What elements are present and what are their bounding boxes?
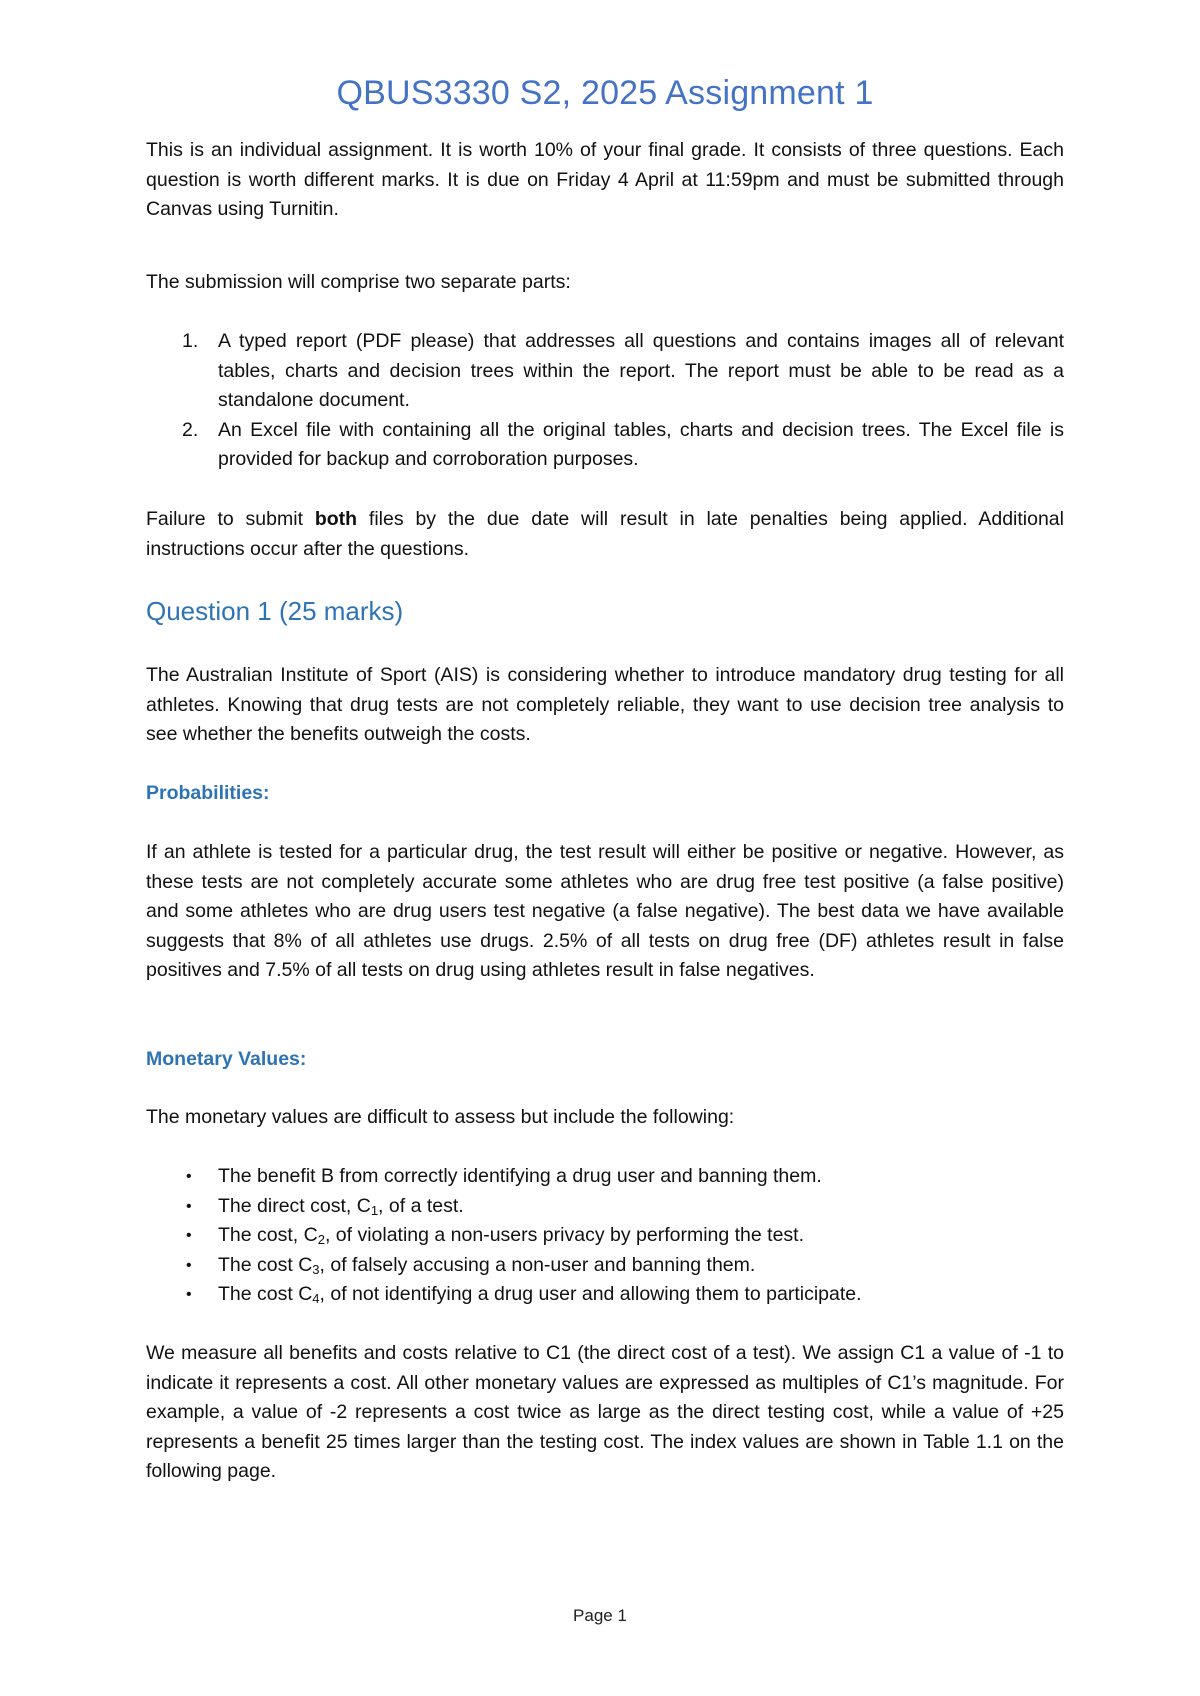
- failure-text-bold: both: [314, 508, 358, 530]
- monetary-lead: The monetary values are difficult to assess but include the following:: [146, 1106, 735, 1128]
- subscript: 3: [312, 1261, 320, 1277]
- item-text: The benefit B from correctly identifying a drug user and banning them.: [218, 1165, 822, 1187]
- failure-text-start: Failure to submit: [146, 508, 315, 530]
- monetary-items-list: [146, 1162, 1064, 1310]
- intro-paragraph: This is an individual assignment. It is worth 10% of your final grade. It consists of three questions. Each question is worth different marks. It is due on Friday 4 April at 11:59pm and must be submitted through Canvas using Turnitin.: [146, 139, 1064, 220]
- item-text-end: , of falsely accusing a non-user and banning them.: [319, 1253, 756, 1276]
- list-item: [146, 1221, 1064, 1251]
- list-item: [146, 1192, 1064, 1222]
- item-text: The cost, C: [218, 1224, 318, 1246]
- failure-paragraph: [146, 505, 1064, 564]
- list-marker: 1.: [182, 330, 199, 352]
- page-number: Page 1: [573, 1606, 627, 1625]
- bullet-icon: •: [186, 1256, 192, 1274]
- measure-paragraph: We measure all benefits and costs relative to C1 (the direct cost of a test). We assign C1 a value of -1 to indicate it represents a cost. All other monetary values are expressed as multiples of C1’s magnitude. For example, a value of -2 represents a cost twice as large as the direct testing cost, while a value of +25 represents a benefit 25 times larger than the testing cost. The index values are shown in Table 1.1 on the following page.: [146, 1342, 1064, 1482]
- question-1-heading: Question 1 (25 marks): [146, 596, 404, 626]
- submission-lead: The submission will comprise two separate parts:: [146, 271, 571, 293]
- list-item: [146, 327, 1064, 416]
- subscript: 2: [317, 1232, 325, 1247]
- bullet-icon: •: [186, 1168, 192, 1185]
- item-text-end: , of a test.: [378, 1194, 464, 1217]
- bullet-icon: •: [186, 1197, 192, 1215]
- bullet-icon: •: [186, 1286, 192, 1303]
- probabilities-paragraph: If an athlete is tested for a particular drug, the test result will either be positive or negative. However, as these tests are not completely accurate some athletes who are drug free test positive (a false positive) and some athletes who are drug users test negative (a false negative). The best data we have available suggests that 8% of all athletes use drugs. 2.5% of all tests on drug free (DF) athletes result in false positives and 7.5% of all tests on drug using athletes result in false negatives.: [146, 841, 1064, 981]
- list-item-text: A typed report (PDF please) that addresses all questions and contains images all of relevant tables, charts and decision trees within the report. The report must be able to be read as a standalone document.: [218, 330, 1064, 411]
- subscript: 4: [312, 1291, 320, 1306]
- item-text: The cost C: [218, 1283, 313, 1305]
- list-item: [146, 1280, 1064, 1310]
- list-marker: 2.: [182, 418, 199, 441]
- item-text: The cost C: [218, 1253, 313, 1276]
- monetary-values-heading: Monetary Values:: [146, 1048, 307, 1070]
- list-item: [146, 1162, 1064, 1192]
- list-item-text: An Excel file with containing all the original tables, charts and decision trees. The Excel file is provided for backup and corroboration purposes.: [218, 418, 1064, 470]
- subscript: 1: [370, 1202, 379, 1218]
- probabilities-heading: Probabilities:: [146, 782, 270, 804]
- bullet-icon: •: [186, 1227, 192, 1244]
- page-title: QBUS3330 S2, 2025 Assignment 1: [336, 74, 874, 112]
- question-1-intro: The Australian Institute of Sport (AIS) is considering whether to introduce mandatory drug testing for all athletes. Knowing that drug tests are not completely reliable, they want to use decision tree analysis to see whether the benefits outweigh the costs.: [146, 664, 1064, 745]
- item-text-end: , of violating a non-users privacy by performing the test.: [324, 1224, 805, 1246]
- item-text: The direct cost, C: [218, 1194, 371, 1217]
- list-item: [146, 1251, 1064, 1281]
- submission-parts-list: [146, 327, 1064, 475]
- failure-text-end: files by the due date will result in late penalties being applied. Additional instructions occur after the questions.: [146, 508, 1064, 560]
- list-item: [146, 416, 1064, 475]
- item-text-end: , of not identifying a drug user and allowing them to participate.: [319, 1283, 862, 1305]
